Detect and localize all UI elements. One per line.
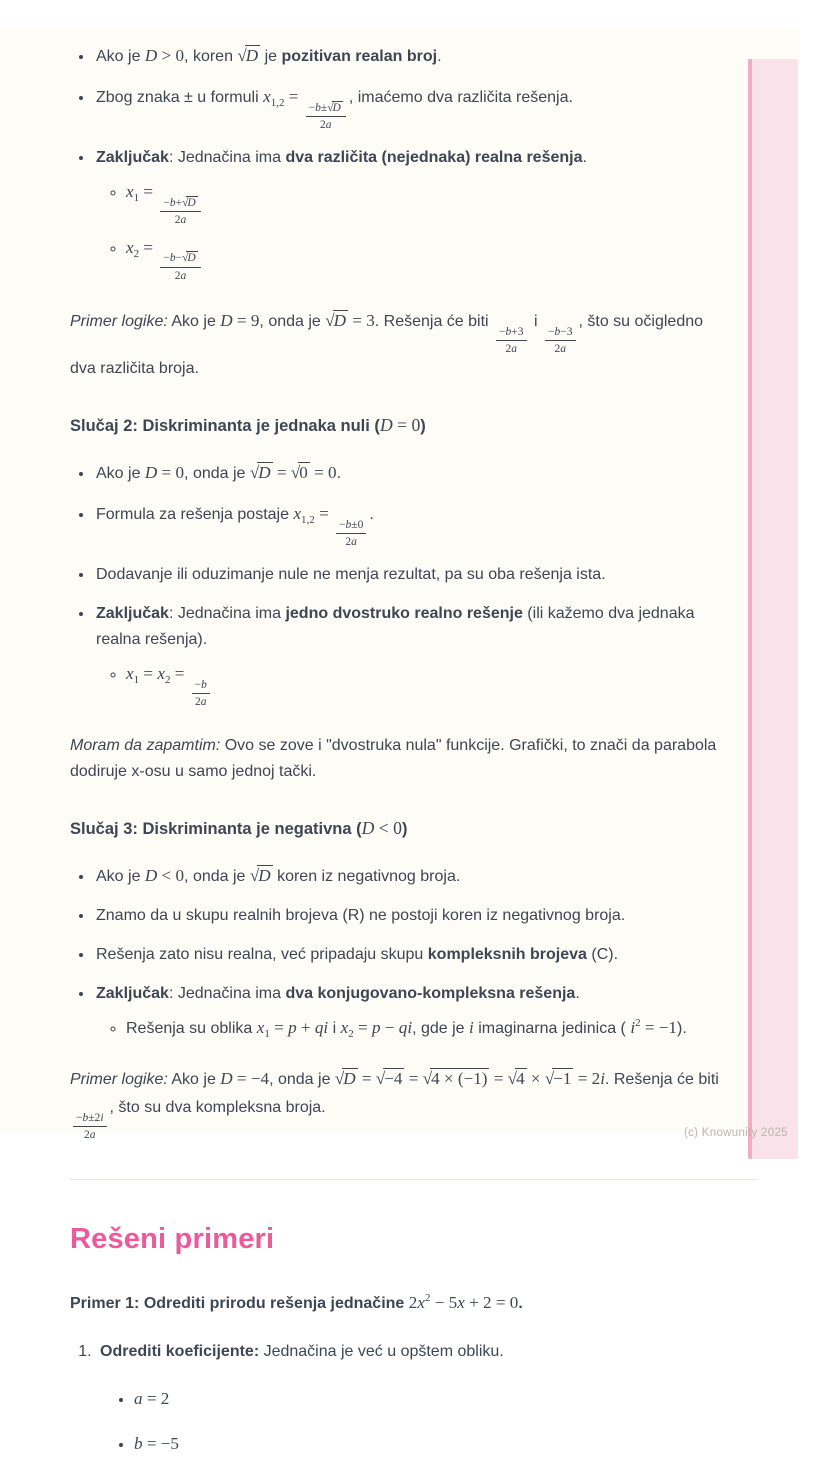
pink-ribbon <box>748 59 798 1159</box>
paragraph-primer-logike-2: Primer logike: Ako je D = −4, onda je √D = √−4 = √4 × (−1) = √4 × √−1 = 2i. Rešenja će biti $\frac{-b\pm 2i}{2a}$ , što su dva kompleksna broja. <box>70 1069 719 1142</box>
list-item <box>94 601 730 709</box>
page-content <box>70 30 730 1476</box>
list-item: • Znamo da u skupu realnih brojeva (R) ne postoji koren iz negativnog broja. <box>94 903 730 929</box>
list-item <box>94 145 730 283</box>
bullet-list-case3 <box>70 862 730 1042</box>
list-item: • Zbog znaka ± u formuli $x_{1,2}$ = $\frac{-b\pm√D}{2a}$ , imaćemo dva različita rešenja. <box>94 83 730 132</box>
list-item: • Formula za rešenja postaje $x_{1,2}$ = $\frac{-b\pm 0}{2a}$ . <box>94 500 730 549</box>
sub-bullet-list <box>96 660 730 709</box>
list-item: ◦ $x_2$ = $\frac{-b-√D}{2a}$ <box>126 234 730 283</box>
coefficient-bullet-list <box>100 1385 730 1459</box>
list-item: • b = −5 <box>134 1430 730 1458</box>
section-divider <box>70 1179 758 1180</box>
paragraph-primer-logike-1: Primer logike: Ako je D = 9, onda je √D = 3. Rešenja će biti $\frac{-b+3}{2a}$ i $\frac{-b-3}{2a}$ , što su očigledno dva različita broja. <box>70 310 704 378</box>
list-item: ◦ $x_1 = x_2$ = $\frac{-b}{2a}$ <box>126 660 730 709</box>
list-item: • Ako je D < 0, onda je √D koren iz negativnog broja. <box>94 862 730 890</box>
list-item: • a = 2 <box>134 1385 730 1413</box>
list-item: ◦ Rešenja su oblika $x_1 = p$ + qi i $x_2 = p$ − qi, gde je i imaginarna jedinica ( $i^2 = -1$). <box>126 1014 730 1042</box>
list-item: • Ako je D > 0, koren √D je pozitivan realan broj. <box>94 42 730 70</box>
list-item <box>94 981 730 1042</box>
watermark: (c) Knowunity 2025 <box>684 1127 788 1139</box>
heading-case2: Slučaj 2: Diskriminanta je jednaka nuli (D = 0) <box>70 415 426 436</box>
list-item-text: Odrediti koeficijente: Jednačina je već u opštem obliku. <box>100 1342 504 1360</box>
section-heading-reseni-primeri: Rešeni primeri <box>70 1222 275 1255</box>
list-item: ◦ $x_1$ = $\frac{-b+√D}{2a}$ <box>126 178 730 227</box>
sub-bullet-list <box>96 1014 730 1042</box>
bullet-list-case2 <box>70 459 730 709</box>
bullet-list-case1 <box>70 42 730 283</box>
sub-bullet-list <box>96 178 730 283</box>
numbered-list <box>70 1339 730 1459</box>
list-item: • Rešenja zato nisu realna, već pripadaju skupu kompleksnih brojeva (C). <box>94 942 730 968</box>
document-page <box>0 28 800 1454</box>
heading-case3: Slučaj 3: Diskriminanta je negativna (D < 0) <box>70 818 408 839</box>
list-item-text: Zaključak: Jednačina ima jedno dvostruko realno rešenje (ili kažemo dva jednaka realna rešenja). <box>96 605 695 649</box>
list-item-text: Zaključak: Jednačina ima dva različita (nejednaka) realna rešenja. <box>96 149 587 167</box>
list-item: • Dodavanje ili oduzimanje nule ne menja rezultat, pa su oba rešenja ista. <box>94 562 730 588</box>
list-item <box>96 1339 730 1459</box>
paragraph-moram-da-zapamtim: Moram da zapamtim: Ovo se zove i "dvostruka nula" funkcije. Grafički, to znači da parabola dodiruje x-osu u samo jednoj tački. <box>70 737 717 781</box>
list-item-text: Zaključak: Jednačina ima dva konjugovano-kompleksna rešenja. <box>96 984 580 1002</box>
list-item: • Ako je D = 0, onda je √D = √0 = 0. <box>94 459 730 487</box>
paragraph-primer1-title: Primer 1: Odrediti prirodu rešenja jednačine $2x^2 - 5x + 2 = 0$. <box>70 1291 523 1312</box>
